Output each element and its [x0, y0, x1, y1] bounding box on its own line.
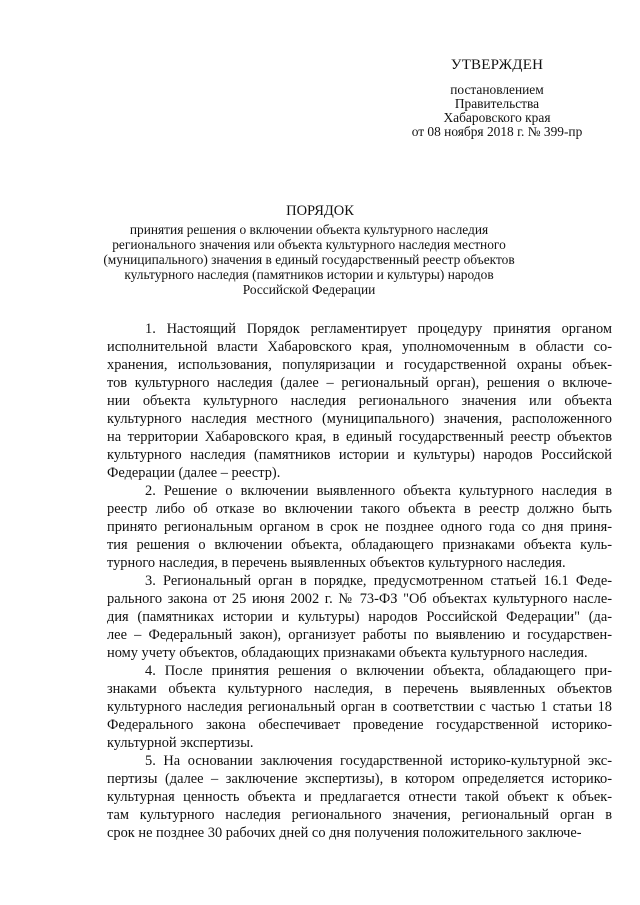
- paragraph-line: турного наследия, в перечень выявленных объектов культурного наследия.: [107, 555, 566, 571]
- approval-line: Хабаровского края: [443, 110, 551, 125]
- approval-block: [392, 56, 602, 139]
- paragraph-line: Федерального закона обеспечивает проведение государственной историко-: [107, 717, 612, 733]
- document-body: [107, 320, 612, 842]
- paragraph-line: принято региональным органом в срок не позднее одного года со дня приня-: [107, 519, 612, 535]
- paragraph-line: нии объекта культурного наследия регионального значения или объекта: [107, 393, 612, 409]
- paragraph-line: 2. Решение о включении выявленного объекта культурного наследия в: [145, 483, 612, 499]
- paragraph-line: 5. На основании заключения государственной историко-культурной экс-: [145, 753, 612, 769]
- paragraph-line: культурного наследия (памятников истории и культуры) народов Российской: [107, 447, 612, 463]
- paragraph-3: [107, 572, 612, 662]
- document-title: ПОРЯДОК: [286, 203, 354, 219]
- paragraph-5: [107, 752, 612, 842]
- paragraph-line: исполнительной власти Хабаровского края, уполномоченным в области со-: [107, 339, 612, 355]
- paragraph-1: [107, 320, 612, 482]
- paragraph-line: 1. Настоящий Порядок регламентирует процедуру принятия органом: [145, 321, 612, 337]
- paragraph-line: культурного наследия местного (муниципального) значения, расположенного: [107, 411, 612, 427]
- paragraph-line: рального закона от 25 июня 2002 г. № 73-ФЗ "Об объектах культурного насле-: [107, 591, 612, 607]
- paragraph-line: ному учету объектов, обладающих признаками объекта культурного наследия.: [107, 645, 588, 661]
- paragraph-line: дия (памятниках истории и культуры) народов Российской Федерации" (да-: [107, 609, 612, 625]
- approved-stamp: УТВЕРЖДЕН: [450, 57, 544, 73]
- paragraph-line: на территории Хабаровского края, в единый государственный реестр объектов: [107, 429, 612, 445]
- paragraph-4: [107, 662, 612, 752]
- paragraph-line: культурного наследия региональный орган в соответствии с частью 1 статьи 18: [107, 699, 612, 715]
- subtitle-line: Российской Федерации: [242, 282, 376, 297]
- subtitle-line: регионального значения или объекта культурного наследия местного: [112, 237, 506, 252]
- paragraph-line: тия решения о включении объекта, обладающего признаками объекта куль-: [107, 537, 612, 553]
- subtitle-line: принятия решения о включении объекта культурного наследия: [129, 222, 489, 237]
- paragraph-line: знаками объекта культурного наследия, в перечень выявленных объектов: [107, 681, 612, 697]
- paragraph-line: хранения, использования, популяризации и государственной охраны объек-: [107, 357, 612, 373]
- approval-date-line: от 08 ноября 2018 г. № 399-пр: [411, 124, 583, 139]
- approval-line: постановлением: [450, 82, 544, 97]
- subtitle-line: (муниципального) значения в единый государственный реестр объектов: [103, 252, 515, 267]
- paragraph-line: 3. Региональный орган в порядке, предусмотренном статьей 16.1 Феде-: [145, 573, 612, 589]
- paragraph-line: пертизы (далее – заключение экспертизы), в котором определяется историко-: [107, 771, 612, 787]
- paragraph-line: лее – Федеральный закон), организует работы по выявлению и государствен-: [107, 627, 612, 643]
- paragraph-line: срок не позднее 30 рабочих дней со дня получения положительного заключе-: [107, 825, 582, 841]
- paragraph-line: там культурного наследия регионального значения, региональный орган в: [107, 807, 612, 823]
- paragraph-line: культурной экспертизы.: [107, 735, 254, 751]
- paragraph-line: 4. После принятия решения о включении объекта, обладающего при-: [145, 663, 612, 679]
- approval-line: Правительства: [454, 96, 540, 111]
- document-subtitle: [100, 222, 518, 297]
- subtitle-line: культурного наследия (памятников истории и культуры) народов: [124, 267, 494, 282]
- paragraph-line: культурная ценность объекта и предлагается отнести такой объект к объек-: [107, 789, 612, 805]
- paragraph-line: тов культурного наследия (далее – региональный орган), решения о включе-: [107, 375, 612, 391]
- paragraph-line: Федерации (далее – реестр).: [107, 465, 281, 481]
- paragraph-line: реестр либо об отказе во включении такого объекта в реестр должно быть: [107, 501, 612, 517]
- paragraph-2: [107, 482, 612, 572]
